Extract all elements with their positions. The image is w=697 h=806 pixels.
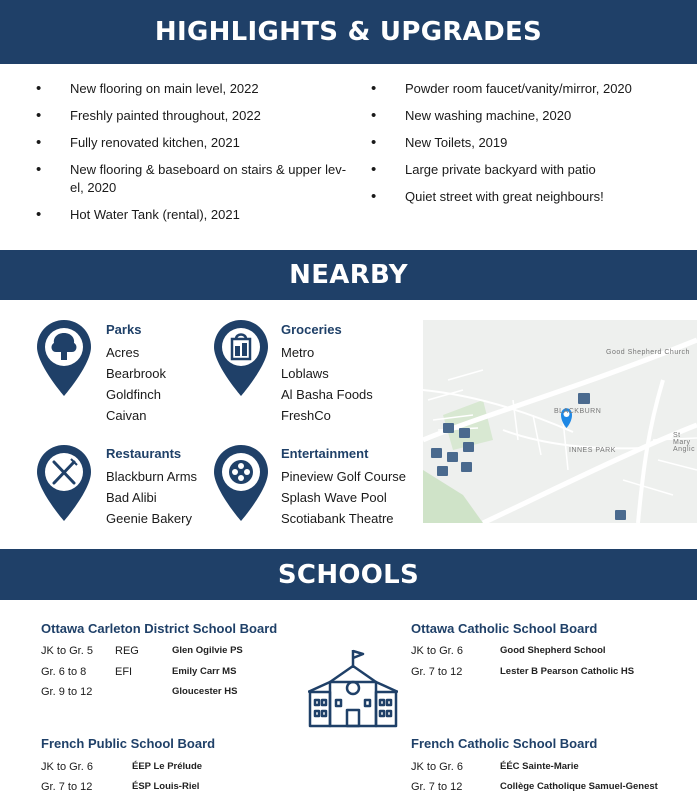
school-name: Collège Catholique Samuel-Genest [500,781,658,792]
grade-range: JK to Gr. 6 [41,761,93,773]
grade-range: JK to Gr. 5 [41,645,93,657]
school-building-icon [308,648,398,730]
school-name: ÉSP Louis-Riel [132,781,200,792]
program-type: REG [115,645,139,657]
list-item: • New flooring on main level, 2022 [36,80,348,98]
neighbourhood-map[interactable] [423,320,697,523]
restaurants-title: Restaurants [106,446,182,461]
highlights-header [0,0,697,64]
school-name: Lester B Pearson Catholic HS [500,666,635,677]
nearby-header [0,250,697,300]
list-item: Bad Alibi [106,490,157,505]
board-title-french-catholic: French Catholic School Board [411,736,598,751]
list-item: Pineview Golf Course [281,469,406,484]
list-item: • Hot Water Tank (rental), 2021 [36,206,348,224]
grade-range: Gr. 7 to 12 [41,781,93,793]
school-name: ÉÉC Sainte-Marie [500,761,579,772]
program-type: EFI [115,666,133,678]
highlights-title: HIGHLIGHTS & UPGRADES [154,17,543,47]
school-name: Good Shepherd School [500,645,606,656]
list-item: Metro [281,345,315,360]
list-item: Caivan [106,408,147,423]
parks-title: Parks [106,322,142,337]
grade-range: Gr. 9 to 12 [41,686,93,698]
board-title-french-public: French Public School Board [41,736,216,751]
map-label-church: Good Shepherd Church [606,349,690,356]
board-title-ocdsb: Ottawa Carleton District School Board [41,621,278,636]
list-item: Bearbrook [106,366,166,381]
list-item: • New washing machine, 2020 [371,107,671,125]
list-item: • Quiet street with great neighbours! [371,188,671,206]
entertainment-list [281,466,406,529]
grade-range: JK to Gr. 6 [411,761,463,773]
map-label-blackburn: BLACKBURN [554,408,602,415]
schools-header [0,549,697,600]
board-title-ocsb: Ottawa Catholic School Board [411,621,598,636]
grade-range: JK to Gr. 6 [411,645,463,657]
grade-range: Gr. 6 to 8 [41,666,87,678]
school-name: Emily Carr MS [172,666,237,677]
highlights-list-right [371,80,671,215]
entertainment-title: Entertainment [281,446,369,461]
school-name: Glen Ogilvie PS [172,645,243,656]
grade-range: Gr. 7 to 12 [411,666,463,678]
film-reel-icon [214,445,268,521]
list-item: • New Toilets, 2019 [371,134,671,152]
list-item: • Powder room faucet/vanity/mirror, 2020 [371,80,671,98]
list-item: Blackburn Arms [106,469,198,484]
groceries-list [281,342,373,426]
list-item: Goldfinch [106,387,161,402]
nearby-title: NEARBY [289,260,408,290]
grocery-bag-icon [214,320,268,396]
school-name: ÉEP Le Prélude [132,761,203,772]
list-item: • New flooring & baseboard on stairs & upper lev-el, 2020 [36,161,348,197]
map-label-st-mary: St Mary Anglic [673,432,696,453]
school-name: Gloucester HS [172,686,238,697]
list-item: FreshCo [281,408,331,423]
list-item: Loblaws [281,366,329,381]
list-item: • Freshly painted throughout, 2022 [36,107,348,125]
list-item: • Large private backyard with patio [371,161,671,179]
map-label-innes-park: INNES PARK [569,447,616,454]
parks-list [106,342,166,426]
list-item: Scotiabank Theatre [281,511,394,526]
list-item: Geenie Bakery [106,511,192,526]
groceries-title: Groceries [281,322,342,337]
list-item: Acres [106,345,140,360]
list-item: • Fully renovated kitchen, 2021 [36,134,348,152]
schools-title: SCHOOLS [277,559,420,590]
tree-icon [37,320,91,396]
fork-knife-icon [37,445,91,521]
list-item: Al Basha Foods [281,387,373,402]
highlights-list-left [36,80,348,233]
restaurants-list [106,466,197,529]
grade-range: Gr. 7 to 12 [411,781,463,793]
list-item: Splash Wave Pool [281,490,387,505]
